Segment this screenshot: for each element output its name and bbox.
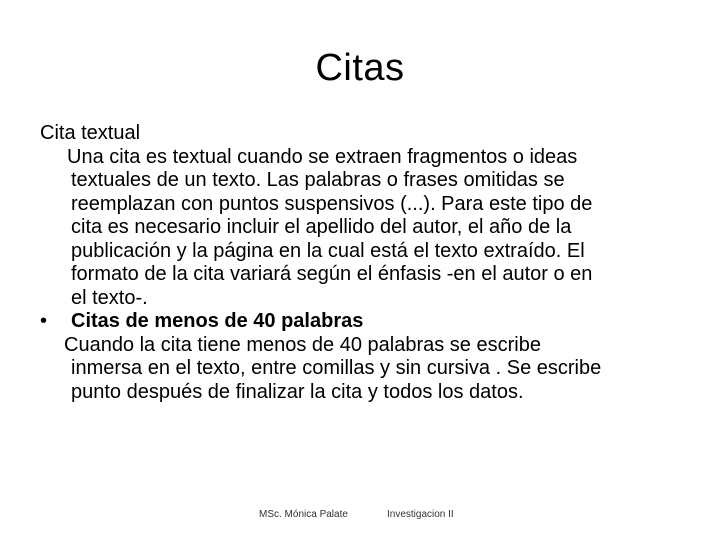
slide-title: Citas: [315, 47, 405, 89]
footer-author: MSc. Mónica Palate: [259, 509, 348, 520]
paragraph-line: publicación y la página en la cual está el texto extraído. El: [71, 239, 585, 262]
bullet-item: [40, 310, 680, 334]
paragraph-line: cita es necesario incluir el apellido del autor, el año de la: [71, 216, 572, 238]
bullet-icon: •: [40, 310, 48, 332]
paragraph-line: inmersa en el texto, entre comillas y sin cursiva . Se escribe: [71, 357, 602, 379]
paragraph-line: el texto-.: [71, 286, 148, 309]
bullet-label: Citas de menos de 40 palabras: [71, 310, 364, 332]
paragraph-line: reemplazan con puntos suspensivos (...). Para este tipo de: [71, 192, 593, 215]
paragraph-line: formato de la cita variará según el énfasis -en el autor o en: [71, 263, 593, 285]
paragraph-line: punto después de finalizar la cita y todos los datos.: [71, 380, 524, 403]
paragraph-cita-textual: [40, 146, 680, 311]
slide-body: [40, 122, 680, 404]
paragraph-line: Cuando la cita tiene menos de 40 palabras se escribe: [64, 333, 541, 356]
section-heading: Cita textual: [40, 122, 141, 144]
paragraph-line: textuales de un texto. Las palabras o frases omitidas se: [71, 169, 565, 191]
footer-course: Investigacion II: [387, 509, 454, 520]
paragraph-menos-40: [40, 334, 680, 405]
paragraph-line: Una cita es textual cuando se extraen fragmentos o ideas: [67, 145, 578, 168]
